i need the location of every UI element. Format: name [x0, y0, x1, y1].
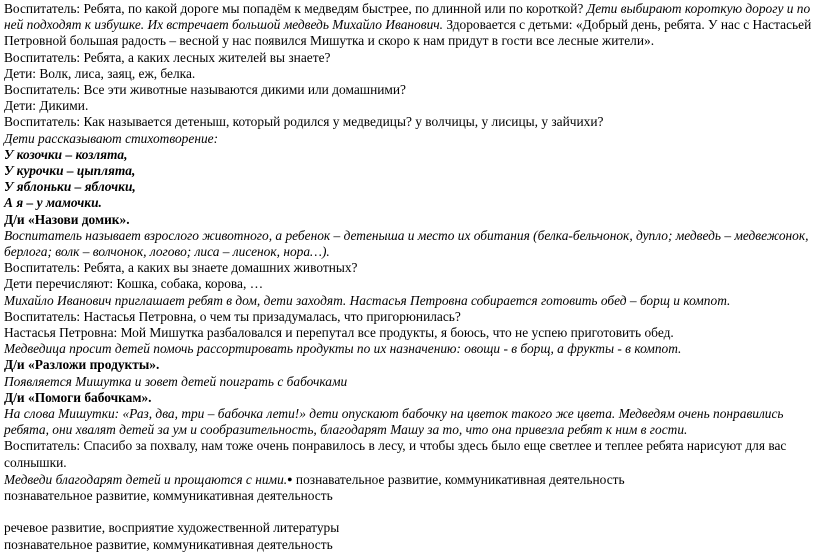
paragraph: Воспитатель: Настасья Петровна, о чем ты призадумалась, что пригорюнилась?: [4, 308, 461, 324]
paragraph: Воспитатель: Ребята, а каких лесных жителей вы знаете?: [4, 49, 331, 65]
poem-line: А я – у мамочки.: [4, 195, 102, 211]
paragraph: Воспитатель: Как называется детеныш, который родился у медведицы? у волчицы, у лисицы, у зайчихи?: [4, 114, 604, 130]
paragraph: Дети: Дикими.: [4, 98, 89, 114]
paragraph: [4, 1, 812, 50]
paragraph: Дети: Волк, лиса, заяц, еж, белка.: [4, 65, 196, 81]
poem-line: У яблоньки – яблочки,: [4, 179, 136, 195]
italic-paragraph: Михайло Иванович приглашает ребят в дом, дети заходят. Настасья Петровна собирается готовить обед – борщ и компот.: [4, 292, 731, 308]
italic-paragraph: Медведица просит детей помочь рассортировать продукты по их назначению: овощи - в борщ, а фрукты - в компот.: [4, 341, 682, 357]
blank-line: [4, 504, 812, 520]
paragraph: познавательное развитие, коммуникативная деятельность: [4, 536, 333, 552]
text-run: Здоровается с детьми: «Добрый день, ребята. У нас с Настасьей Петровной большая радость – весной у нас появился Мишутка и скоро к нам придут в гости все лесные жители».: [4, 17, 812, 49]
paragraph: [4, 471, 812, 488]
text-run: Воспитатель: Ребята, по какой дороге мы попадём к медведям быстрее, по длинной или по короткой?: [4, 1, 587, 16]
paragraph: Настасья Петровна: Мой Мишутка разбаловался и перепутал все продукты, я боюсь, что не успею приготовить обед.: [4, 325, 674, 341]
game-heading: Д/и «Помоги бабочкам».: [4, 389, 152, 405]
italic-paragraph: Появляется Мишутка и зовет детей поиграть с бабочками: [4, 373, 348, 389]
paragraph: Воспитатель: Ребята, а каких вы знаете домашних животных?: [4, 260, 358, 276]
italic-paragraph: Дети рассказывают стихотворение:: [4, 130, 219, 146]
italic-paragraph: На слова Мишутки: «Раз, два, три – бабочка лети!» дети опускают бабочку на цветок такого же цвета. Медведям очень понравились ребята, они хвалят детей за ум и сообразительность, благодарят Машу за то, что она привезла ребят к ним в гости.: [4, 406, 784, 438]
game-heading: Д/и «Назови домик».: [4, 211, 130, 227]
paragraph: Воспитатель: Все эти животные называются дикими или домашними?: [4, 82, 406, 98]
bullet-icon: ●: [287, 473, 293, 484]
paragraph: речевое развитие, восприятие художественной литературы: [4, 520, 340, 536]
italic-text-run: Медведи благодарят детей и прощаются с ними.: [4, 471, 288, 487]
paragraph: познавательное развитие, коммуникативная деятельность: [4, 488, 333, 504]
paragraph: Дети перечисляют: Кошка, собака, корова, …: [4, 276, 264, 292]
italic-text-run: Дети выбирают короткую дорогу и по ней подходят к избушке. Их встречает большой медведь Михайло Иванович.: [4, 1, 811, 33]
poem-line: У курочки – цыплята,: [4, 163, 136, 179]
poem-line: У козочки – козлята,: [4, 146, 128, 162]
italic-paragraph: Воспитатель называет взрослого животного, а ребенок – детеныша и место их обитания (белка-бельчонок, дупло; медведь – медвежонок, берлога; волк – волчонок, логово; лиса – лисенок, нора…).: [4, 227, 809, 260]
text-run: познавательное развитие, коммуникативная деятельность: [292, 471, 625, 487]
game-heading: Д/и «Разложи продукты».: [4, 357, 160, 373]
paragraph: Воспитатель: Спасибо за похвалу, нам тоже очень понравилось в лесу, и чтобы здесь было еще светлее и теплее ребята нарисуют для вас солнышки.: [4, 438, 787, 470]
